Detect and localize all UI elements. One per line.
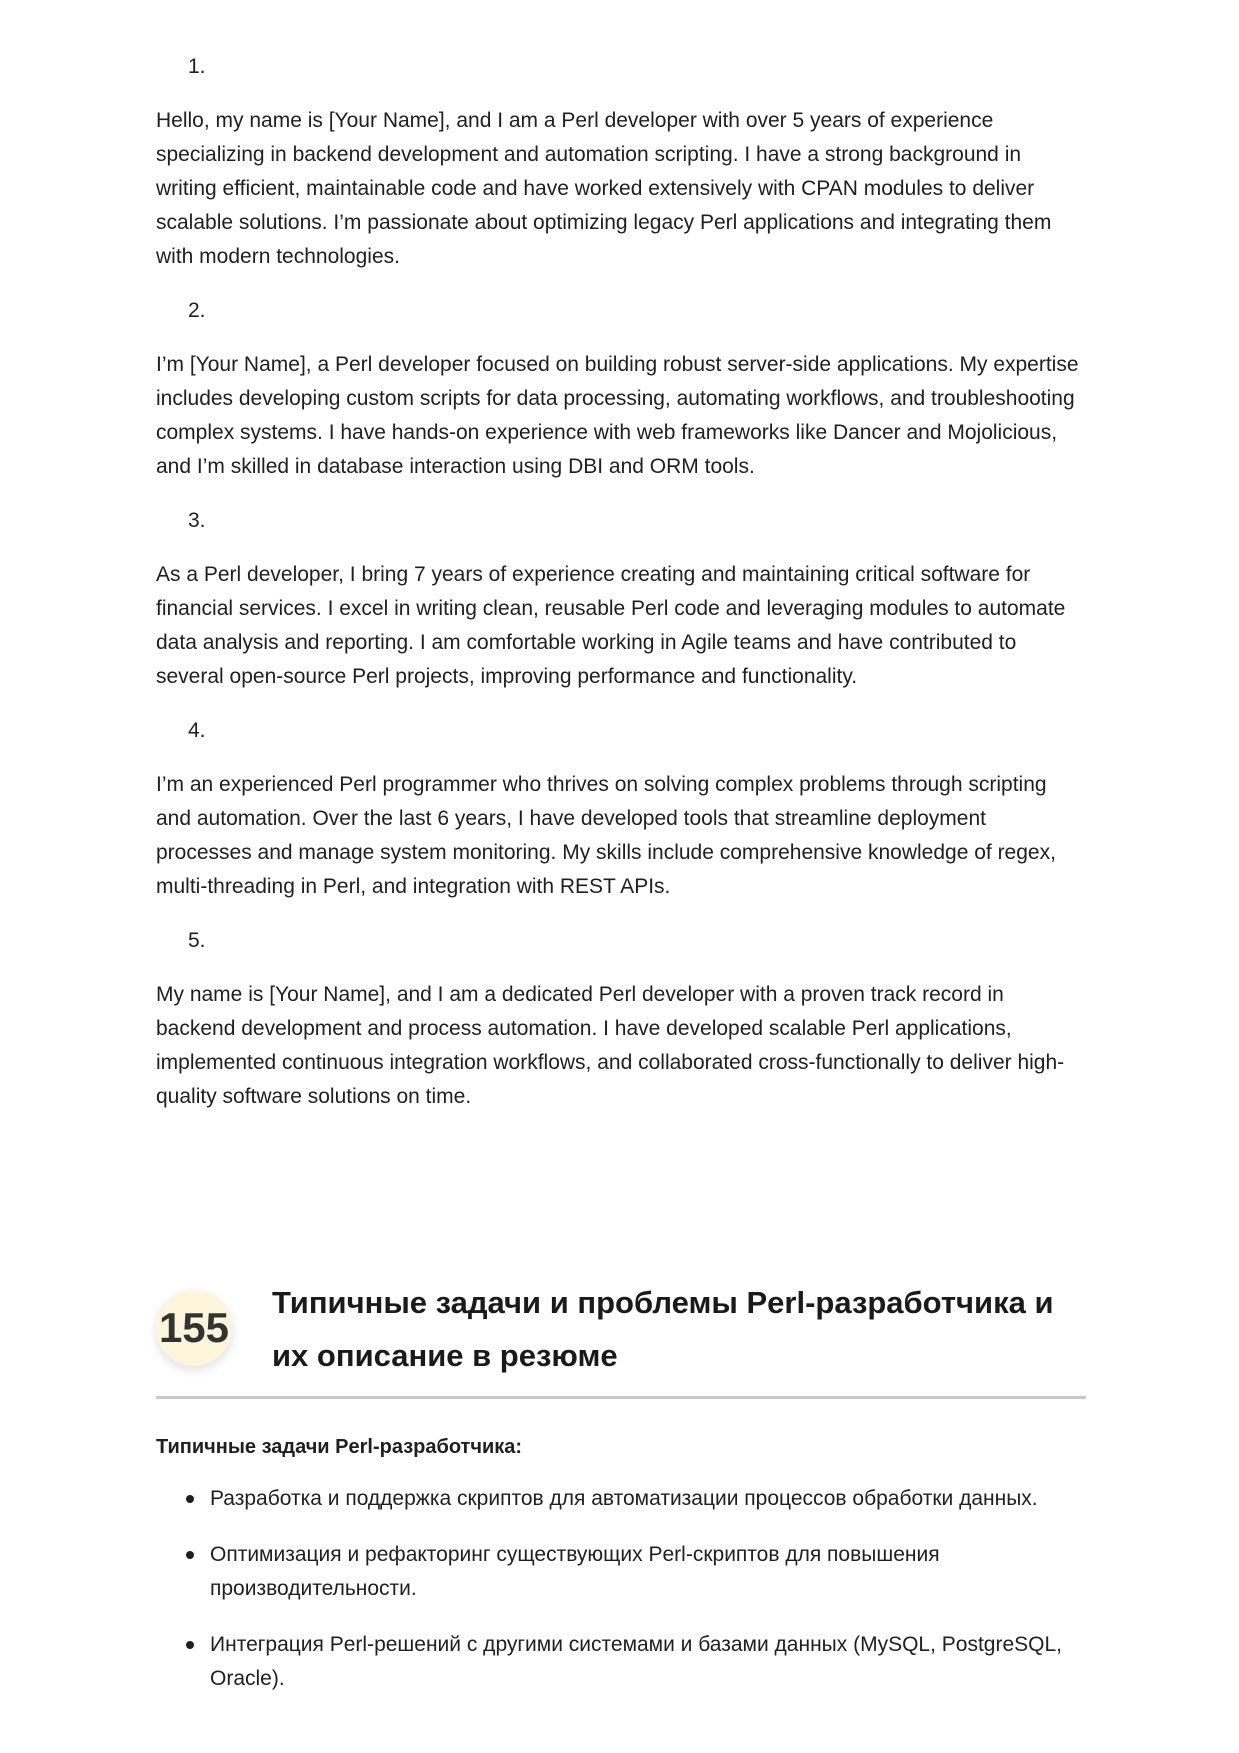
section-number-badge: 155 [156,1290,232,1366]
example-paragraph: My name is [Your Name], and I am a dedicated Perl developer with a proven track record in backend development and process automation. I have developed scalable Perl applications, implemented continuous integration workflows, and collaborated cross-functionally to deliver high-quality software solutions on time. [156,983,1065,1108]
section-subheading: Типичные задачи Perl-разработчика: [156,1436,523,1458]
example-paragraph: I’m an experienced Perl programmer who thrives on solving complex problems through scripting and automation. Over the last 6 years, I have developed tools that streamline deployment processes and manage system monitoring. My skills include comprehensive knowledge of regex, multi-threading in Perl, and integration with REST APIs. [156,773,1056,898]
list-item [156,1482,1086,1516]
list-item-text: Оптимизация и рефакторинг существующих Perl-скриптов для повышения производительности. [210,1543,940,1600]
item-number: 1. [188,55,206,78]
example-paragraph: As a Perl developer, I bring 7 years of experience creating and maintaining critical software for financial services. I excel in writing clean, reusable Perl code and leveraging modules to automate data analysis and reporting. I am comfortable working in Agile teams and have contributed to several open-source Perl projects, improving performance and functionality. [156,563,1066,688]
item-number: 3. [188,509,206,532]
example-paragraph: Hello, my name is [Your Name], and I am a Perl developer with over 5 years of experience specializing in backend development and automation scripting. I have a strong background in writing efficient, maintainable code and have worked extensively with CPAN modules to deliver scalable solutions. I’m passionate about optimizing legacy Perl applications and integrating them with modern technologies. [156,109,1052,268]
numbered-examples [156,50,1086,1134]
list-item-text: Интеграция Perl-решений с другими системами и базами данных (MySQL, PostgreSQL, Oracle). [210,1633,1063,1690]
item-number: 4. [188,719,206,742]
list-item [156,1628,1086,1696]
tasks-list [156,1482,1086,1718]
item-number: 2. [188,299,206,322]
bullet-icon [186,1551,194,1559]
bullet-icon [186,1641,194,1649]
list-item [156,1538,1086,1606]
example-paragraph: I’m [Your Name], a Perl developer focused on building robust server-side applications. My expertise includes developing custom scripts for data processing, automating workflows, and troubleshooting complex systems. I have hands-on experience with web frameworks like Dancer and Mojolicious, and I’m skilled in database interaction using DBI and ORM tools. [156,353,1079,478]
section-header [156,1270,1086,1399]
bullet-icon [186,1495,194,1503]
section-title: Типичные задачи и проблемы Perl-разработчика и их описание в резюме [272,1285,1054,1373]
list-item-text: Разработка и поддержка скриптов для автоматизации процессов обработки данных. [210,1487,1038,1510]
item-number: 5. [188,929,206,952]
